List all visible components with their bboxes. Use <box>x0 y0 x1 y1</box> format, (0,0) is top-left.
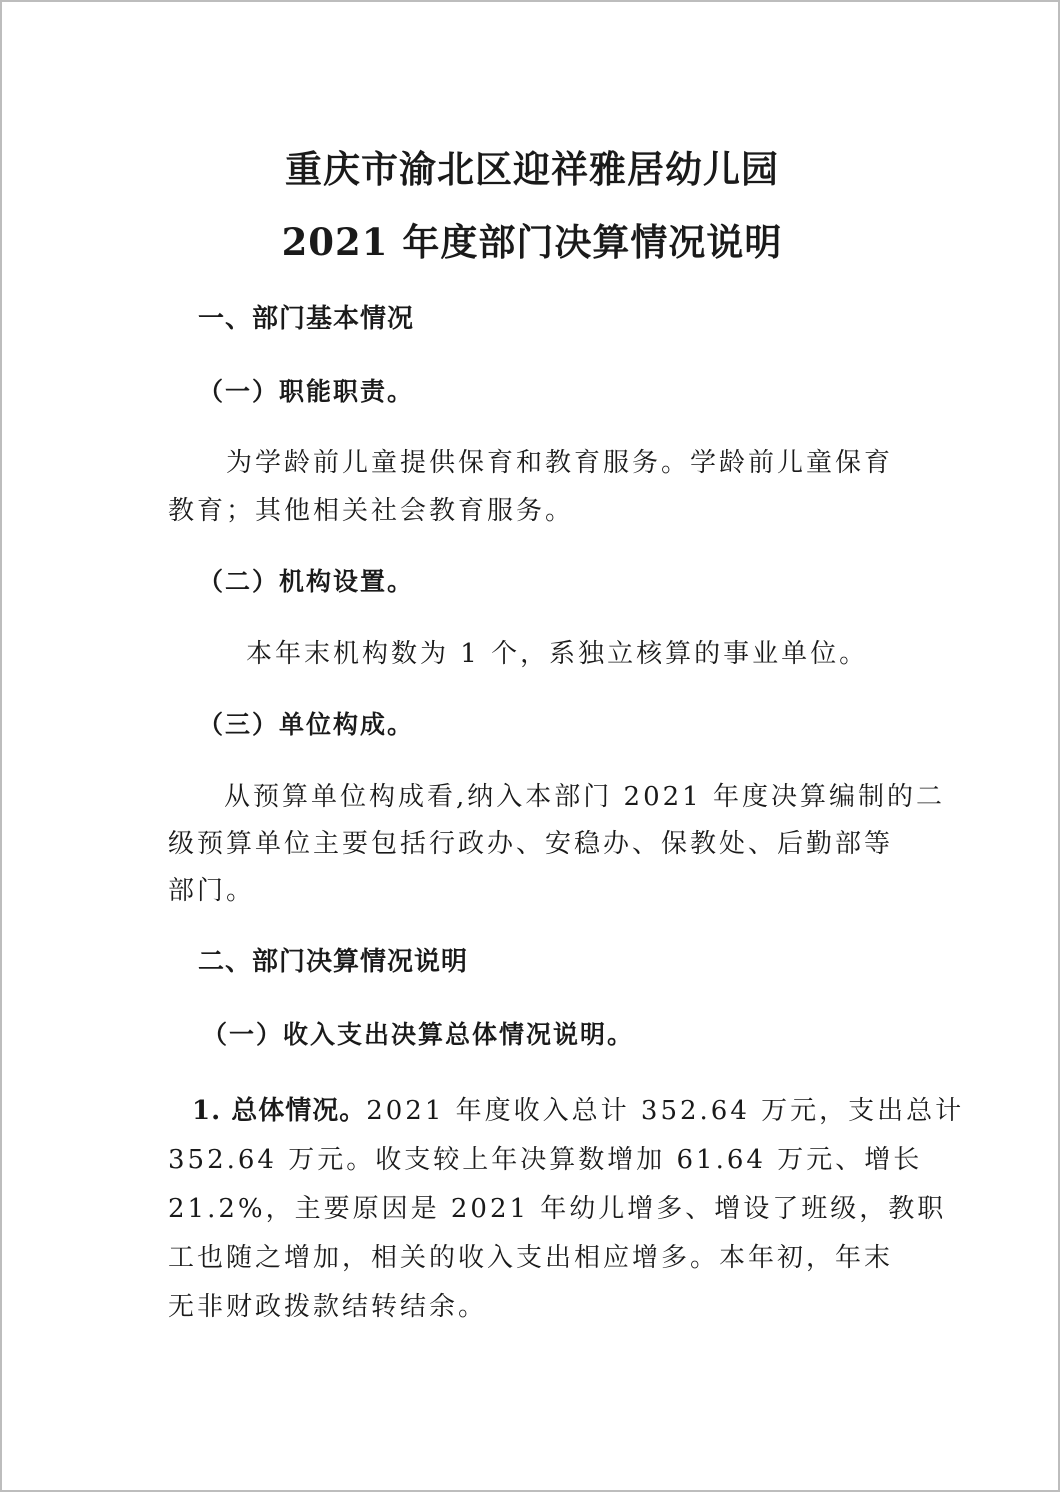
section-heading: 一、部门基本情况 <box>198 304 415 334</box>
paragraph-line: 352.64 万元。收支较上年决算数增加 61.64 万元、增长 <box>168 1145 923 1175</box>
paragraph-line: 本年末机构数为 1 个，系独立核算的事业单位。 <box>246 639 869 669</box>
subsection-heading: （三）单位构成。 <box>198 710 415 739</box>
section-heading: 二、部门决算情况说明 <box>198 947 469 977</box>
document-subtitle: 2021 年度部门决算情况说明 <box>281 220 783 264</box>
paragraph-line: 工也随之增加，相关的收入支出相应增多。本年初，年末 <box>168 1243 894 1273</box>
document-title: 重庆市渝北区迎祥雅居幼儿园 <box>285 147 779 191</box>
paragraph-line <box>192 1090 964 1127</box>
paragraph-line: 部门。 <box>168 876 256 906</box>
paragraph-line: 教育；其他相关社会教育服务。 <box>168 496 575 526</box>
subsection-heading: （一）职能职责。 <box>198 377 415 406</box>
paragraph-text: 2021 年度收入总计 352.64 万元，支出总计 <box>366 1096 965 1126</box>
paragraph-line: 级预算单位主要包括行政办、安稳办、保教处、后勤部等 <box>168 829 894 859</box>
paragraph-line: 21.2%，主要原因是 2021 年幼儿增多、增设了班级，教职 <box>168 1194 947 1224</box>
paragraph-line: 无非财政拨款结转结余。 <box>168 1292 488 1322</box>
inline-bold-lead: 1. 总体情况。 <box>192 1096 367 1126</box>
paragraph-line: 为学龄前儿童提供保育和教育服务。学龄前儿童保育 <box>226 448 894 478</box>
subsection-heading: （二）机构设置。 <box>198 567 415 596</box>
paragraph-line: 从预算单位构成看,纳入本部门 2021 年度决算编制的二 <box>224 782 945 812</box>
subsection-heading: （一）收入支出决算总体情况说明。 <box>202 1020 635 1049</box>
